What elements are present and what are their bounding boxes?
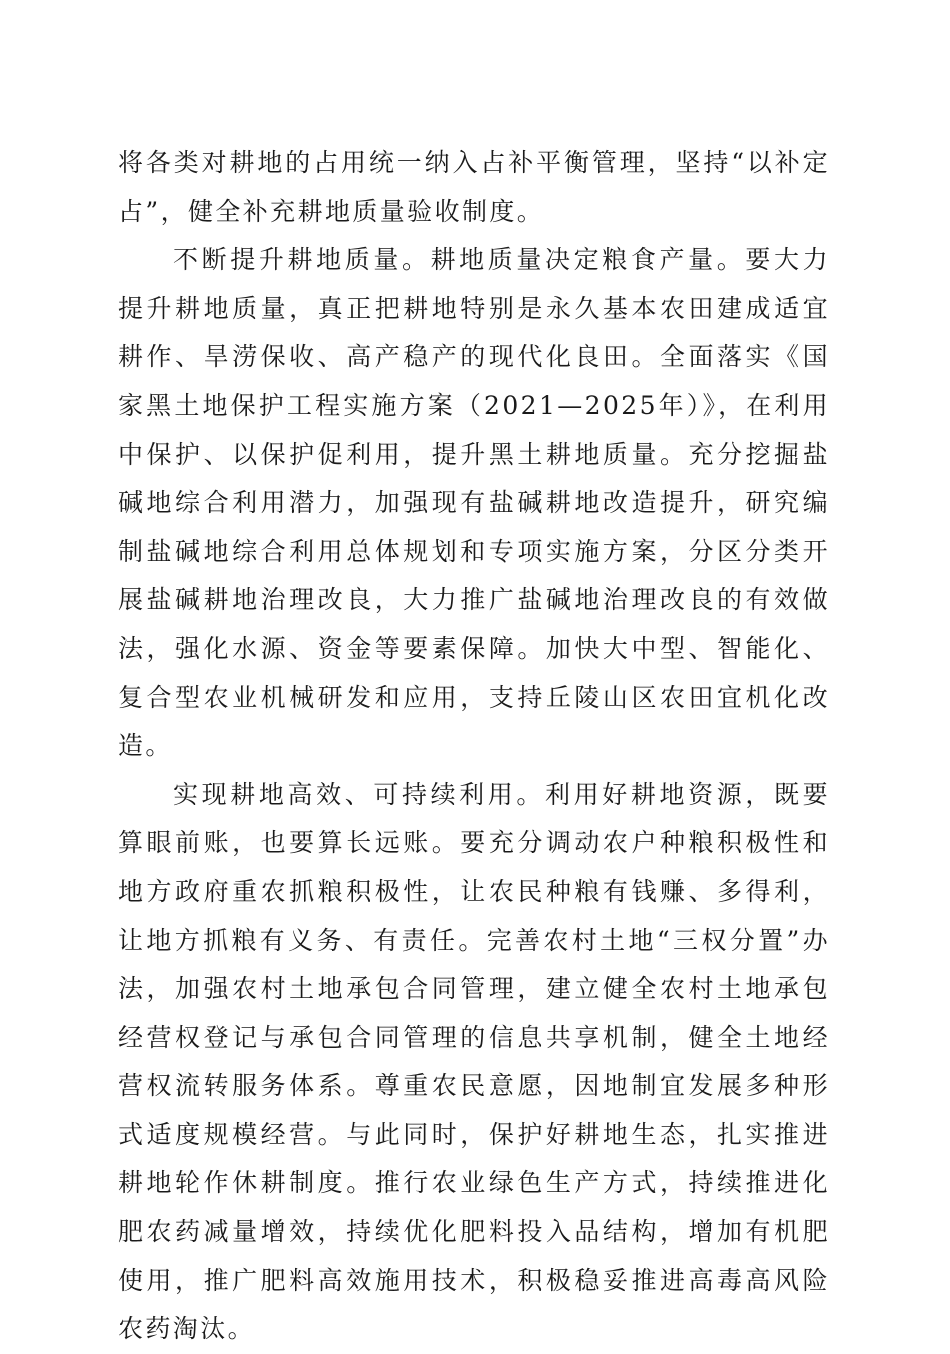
document-body [118, 139, 830, 1354]
paragraph-continuation: 将各类对耕地的占用统一纳入占补平衡管理，坚持“以补定占”，健全补充耕地质量验收制度。 [118, 148, 830, 226]
paragraph-sustainable-use: 实现耕地高效、可持续利用。利用好耕地资源，既要算眼前账，也要算长远账。要充分调动农户种粮积极性和地方政府重农抓粮积极性，让农民种粮有钱赚、多得利，让地方抓粮有义务、有责任。完善农村土地“三权分置”办法，加强农村土地承包合同管理，建立健全农村土地承包经营权登记与承包合同管理的信息共享机制，健全土地经营权流转服务体系。尊重农民意愿，因地制宜发展多种形式适度规模经营。与此同时，保护好耕地生态，扎实推进耕地轮作休耕制度。推行农业绿色生产方式，持续推进化肥农药减量增效，持续优化肥料投入品结构，增加有机肥使用，推广肥料高效施用技术，积极稳妥推进高毒高风险农药淘汰。 [118, 779, 830, 1344]
paragraph-farmland-quality: 不断提升耕地质量。耕地质量决定粮食产量。要大力提升耕地质量，真正把耕地特别是永久基本农田建成适宜耕作、旱涝保收、高产稳产的现代化良田。全面落实《国家黑土地保护工程实施方案（2021—2025年）》，在利用中保护、以保护促利用，提升黑土耕地质量。充分挖掘盐碱地综合利用潜力，加强现有盐碱耕地改造提升，研究编制盐碱地综合利用总体规划和专项实施方案，分区分类开展盐碱耕地治理改良，大力推广盐碱地治理改良的有效做法，强化水源、资金等要素保障。加快大中型、智能化、复合型农业机械研发和应用，支持丘陵山区农田宜机化改造。 [118, 245, 830, 761]
